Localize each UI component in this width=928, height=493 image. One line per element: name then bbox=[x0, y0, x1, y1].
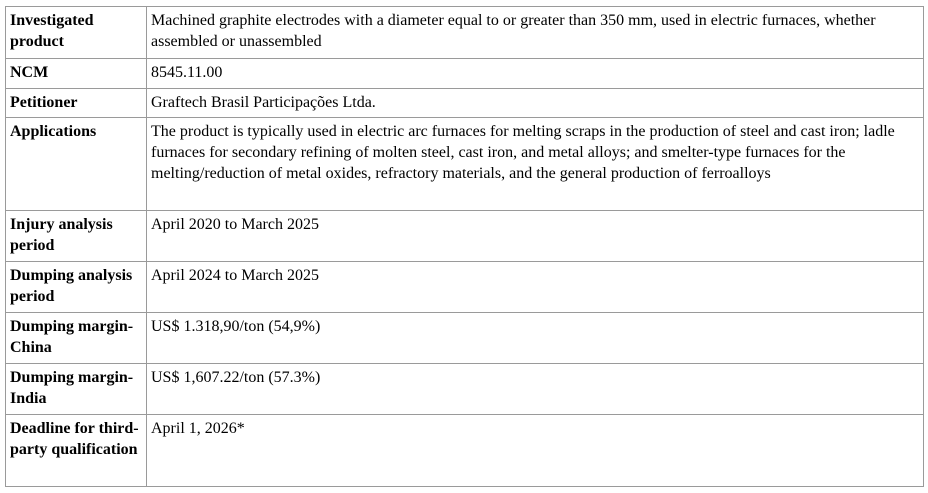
row-label: Applications bbox=[6, 118, 147, 211]
table-row-dumping-margin-india bbox=[6, 364, 924, 415]
table-row-injury-analysis-period bbox=[6, 211, 924, 262]
row-label: Investigated product bbox=[6, 7, 147, 59]
row-label: Dumping margin- India bbox=[6, 364, 147, 415]
summary-table bbox=[5, 6, 924, 487]
row-label: Deadline for third-party qualification bbox=[6, 415, 147, 487]
table-row-dumping-margin-china bbox=[6, 313, 924, 364]
row-value: April 1, 2026* bbox=[147, 415, 924, 487]
row-label: Dumping margin- China bbox=[6, 313, 147, 364]
row-value: Graftech Brasil Participações Ltda. bbox=[147, 89, 924, 118]
table-row-dumping-analysis-period bbox=[6, 262, 924, 313]
row-label: Dumping analysis period bbox=[6, 262, 147, 313]
row-value: April 2020 to March 2025 bbox=[147, 211, 924, 262]
table-row-applications bbox=[6, 118, 924, 211]
row-value: US$ 1,607.22/ton (57.3%) bbox=[147, 364, 924, 415]
summary-table-container bbox=[5, 6, 923, 487]
table-row-deadline-third-party-qualification bbox=[6, 415, 924, 487]
row-label: NCM bbox=[6, 59, 147, 89]
row-label: Injury analysis period bbox=[6, 211, 147, 262]
row-label: Petitioner bbox=[6, 89, 147, 118]
row-value: April 2024 to March 2025 bbox=[147, 262, 924, 313]
row-value: US$ 1.318,90/ton (54,9%) bbox=[147, 313, 924, 364]
table-row-investigated-product bbox=[6, 7, 924, 59]
table-row-ncm bbox=[6, 59, 924, 89]
table-row-petitioner bbox=[6, 89, 924, 118]
row-value: Machined graphite electrodes with a diameter equal to or greater than 350 mm, used in electric furnaces, whether assembled or unassembled bbox=[147, 7, 924, 59]
row-value: 8545.11.00 bbox=[147, 59, 924, 89]
row-value: The product is typically used in electric arc furnaces for melting scraps in the production of steel and cast iron; ladle furnaces for secondary refining of molten steel, cast iron, and metal alloys; and smelter-type furnaces for the melting/reduction of metal oxides, refractory materials, and the general production of ferroalloys bbox=[147, 118, 924, 211]
